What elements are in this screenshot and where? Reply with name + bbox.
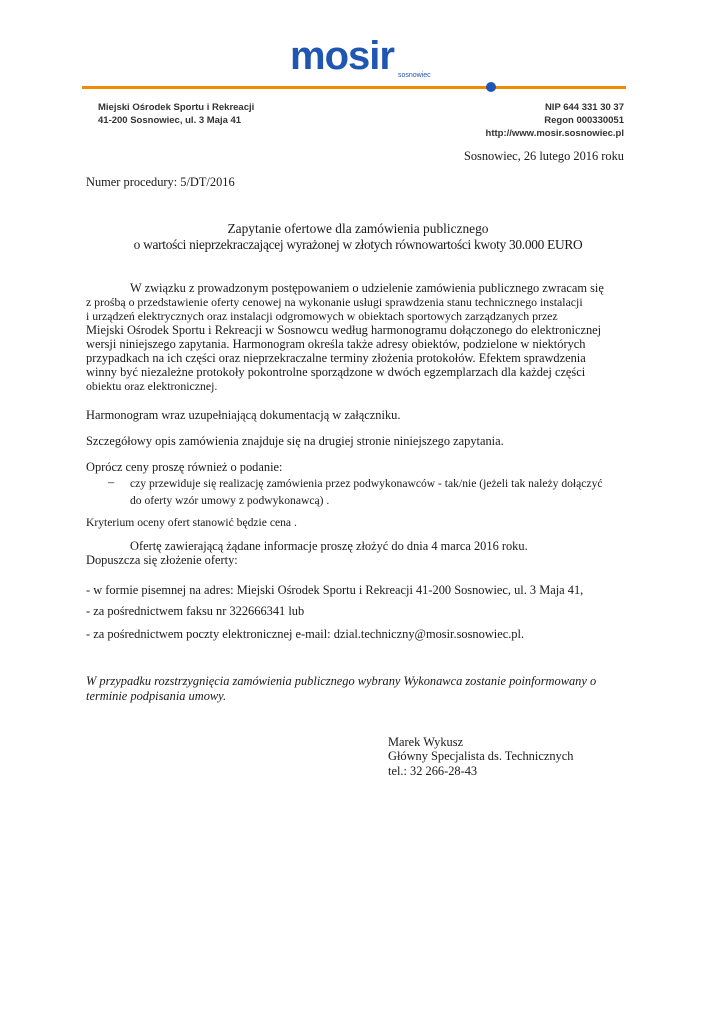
criterion: Kryterium oceny ofert stanowić będzie cena .: [86, 516, 297, 529]
mosir-logo: [290, 36, 440, 80]
intro-line-7: winny być niezależne protokoły pokontrolne sporządzone w dwóch egzemplarzach dla każdej części: [86, 365, 586, 379]
deadline: Ofertę zawierającą żądane informacje proszę złożyć do dnia 4 marca 2016 roku.: [130, 539, 528, 553]
description-note: Szczegółowy opis zamówienia znajduje się na drugiej stronie niniejszego zapytania.: [86, 434, 504, 448]
intro-line-2: z prośbą o przedstawienie oferty cenowej na wykonanie usługi sprawdzenia stanu technicznego instalacji: [86, 295, 583, 309]
header-divider: [82, 86, 626, 89]
additional-request: Oprócz ceny proszę również o podanie:: [86, 460, 283, 474]
org-address: 41-200 Sosnowiec, ul. 3 Maja 41: [98, 115, 242, 126]
procedure-number: Numer procedury: 5/DT/2016: [86, 175, 235, 189]
bullet-line-2: do oferty wzór umowy z podwykonawcą) .: [130, 494, 330, 507]
submission-allowed: Dopuszcza się złożenie oferty:: [86, 553, 238, 567]
intro-line-6: przypadkach na ich części oraz nieprzekraczalne terminy złożenia protokołów. Efektem sprawdzenia: [86, 351, 586, 365]
intro-line-8: obiektu oraz elektronicznej.: [86, 379, 218, 393]
letterhead-ids: [486, 101, 624, 140]
divider-dot: [486, 82, 496, 92]
intro-line-4: Miejski Ośrodek Sportu i Rekreacji w Sosnowcu według harmonogramu dołączonego do elektronicznej: [86, 323, 602, 337]
signer-title: Główny Specjalista ds. Technicznych: [388, 749, 574, 764]
bullet-line-1: czy przewiduje się realizację zamówienia przez podwykonawców - tak/nie (jeżeli tak należy dołączyć: [130, 477, 603, 490]
logo-subtitle: sosnowiec: [398, 72, 431, 79]
option-fax: - za pośrednictwem faksu nr 322666341 lub: [86, 604, 305, 618]
option-written: - w formie pisemnej na adres: Miejski Ośrodek Sportu i Rekreacji 41-200 Sosnowiec, ul. 3 Maja 41,: [86, 583, 584, 597]
logo-wordmark: mosir: [290, 34, 394, 78]
signer-name: Marek Wykusz: [388, 735, 464, 749]
harmonogram-note: Harmonogram wraz uzupełniającą dokumentacją w załączniku.: [86, 408, 401, 422]
org-name: Miejski Ośrodek Sportu i Rekreacji: [98, 102, 255, 113]
closing-line-2: terminie podpisania umowy.: [86, 689, 227, 703]
website-link[interactable]: http://www.mosir.sosnowiec.pl: [485, 128, 624, 139]
document-title: Zapytanie ofertowe dla zamówienia publicznego: [227, 221, 489, 236]
intro-line-1: W związku z prowadzonym postępowaniem o udzielenie zamówienia publicznego zwracam się: [130, 281, 604, 295]
letterhead-address: [98, 101, 254, 127]
bullet-dash: –: [108, 475, 115, 489]
option-email: - za pośrednictwem poczty elektronicznej e-mail: dzial.techniczny@mosir.sosnowiec.pl.: [86, 627, 525, 641]
closing-line-1: W przypadku rozstrzygnięcia zamówienia publicznego wybrany Wykonawca zostanie poinformowany o: [86, 674, 597, 688]
intro-line-3: i urządzeń elektrycznych oraz instalacji odgromowych w obiektach sportowych zarządzanych przez: [86, 309, 558, 323]
nip: NIP 644 331 30 37: [544, 102, 624, 113]
intro-line-5: wersji niniejszego zapytania. Harmonogram określa także adresy obiektów, podzielone w niektórych: [86, 337, 586, 351]
letter-date: Sosnowiec, 26 lutego 2016 roku: [463, 149, 624, 163]
signature-block: [388, 735, 573, 778]
document-subtitle: o wartości nieprzekraczającej wyrażonej w złotych równowartości kwoty 30.000 EURO: [133, 237, 583, 252]
signer-phone: tel.: 32 266-28-43: [388, 763, 478, 778]
regon: Regon 000330051: [544, 115, 624, 126]
